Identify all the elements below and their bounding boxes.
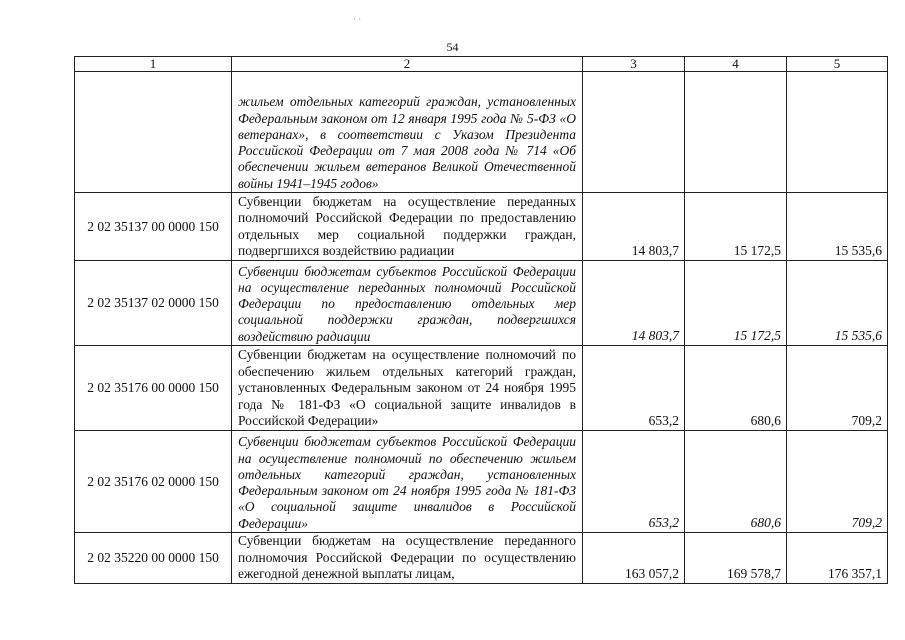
table-row — [75, 193, 888, 261]
row-value-col3: 653,2 — [583, 431, 685, 533]
row-name: Субвенции бюджетам субъектов Российской Федерации на осуществление переданных полномочий Российской Федерации по предоставлению отдельных мер социальной поддержки граждан, подвергшихся воздействию радиации — [232, 261, 583, 346]
scan-mark: · · — [353, 14, 362, 24]
row-name: Субвенции бюджетам на осуществление переданного полномочия Российской Федерации по осуществлению ежегодной денежной выплаты лицам, — [232, 533, 583, 584]
row-value-col5: 176 357,1 — [787, 533, 888, 584]
row-value-col5 — [787, 72, 888, 193]
table-row — [75, 261, 888, 346]
row-value-col3: 14 803,7 — [583, 193, 685, 261]
row-name: Субвенции бюджетам на осуществление переданных полномочий Российской Федерации по предоставлению отдельных мер социальной поддержки граждан, подвергшихся воздействию радиации — [232, 193, 583, 261]
row-value-col4: 169 578,7 — [685, 533, 787, 584]
row-code: 2 02 35137 02 0000 150 — [75, 261, 232, 346]
row-code: 2 02 35176 02 0000 150 — [75, 431, 232, 533]
row-code — [75, 72, 232, 193]
header-cell-col5: 5 — [787, 57, 888, 72]
row-code: 2 02 35137 00 0000 150 — [75, 193, 232, 261]
header-cell-col3: 3 — [583, 57, 685, 72]
row-value-col5: 709,2 — [787, 431, 888, 533]
table-row — [75, 533, 888, 584]
table-row — [75, 72, 888, 193]
row-value-col5: 15 535,6 — [787, 261, 888, 346]
row-code: 2 02 35220 00 0000 150 — [75, 533, 232, 584]
row-value-col5: 15 535,6 — [787, 193, 888, 261]
header-cell-col4: 4 — [685, 57, 787, 72]
row-code: 2 02 35176 00 0000 150 — [75, 346, 232, 431]
row-name: Субвенции бюджетам на осуществление полномочий по обеспечению жильем отдельных категорий граждан, установленных Федеральным законом от 24 ноября 1995 года № 181-ФЗ «О социальной защите инвалидов в Российской Федерации» — [232, 346, 583, 431]
row-value-col3: 653,2 — [583, 346, 685, 431]
row-value-col4: 680,6 — [685, 431, 787, 533]
row-value-col4: 15 172,5 — [685, 193, 787, 261]
row-value-col4: 15 172,5 — [685, 261, 787, 346]
row-value-col4 — [685, 72, 787, 193]
row-value-col4: 680,6 — [685, 346, 787, 431]
row-value-col3 — [583, 72, 685, 193]
table-header-row — [75, 57, 888, 72]
header-cell-col2: 2 — [232, 57, 583, 72]
header-cell-col1: 1 — [75, 57, 232, 72]
budget-table — [74, 56, 888, 584]
table-row — [75, 346, 888, 431]
table-row — [75, 431, 888, 533]
row-name: Субвенции бюджетам субъектов Российской Федерации на осуществление полномочий по обеспечению жильем отдельных категорий граждан, установленных Федеральным законом от 24 ноября 1995 года № 181-ФЗ «О социальной защите инвалидов в Российской Федерации» — [232, 431, 583, 533]
row-name: жильем отдельных категорий граждан, установленных Федеральным законом от 12 января 1995 года № 5-ФЗ «О ветеранах», в соответствии с Указом Президента Российской Федерации от 7 мая 2008 года № 714 «Об обеспечении жильем ветеранов Великой Отечественной войны 1941–1945 годов» — [232, 72, 583, 193]
row-value-col3: 14 803,7 — [583, 261, 685, 346]
page-number: 54 — [446, 40, 459, 54]
row-value-col5: 709,2 — [787, 346, 888, 431]
row-value-col3: 163 057,2 — [583, 533, 685, 584]
